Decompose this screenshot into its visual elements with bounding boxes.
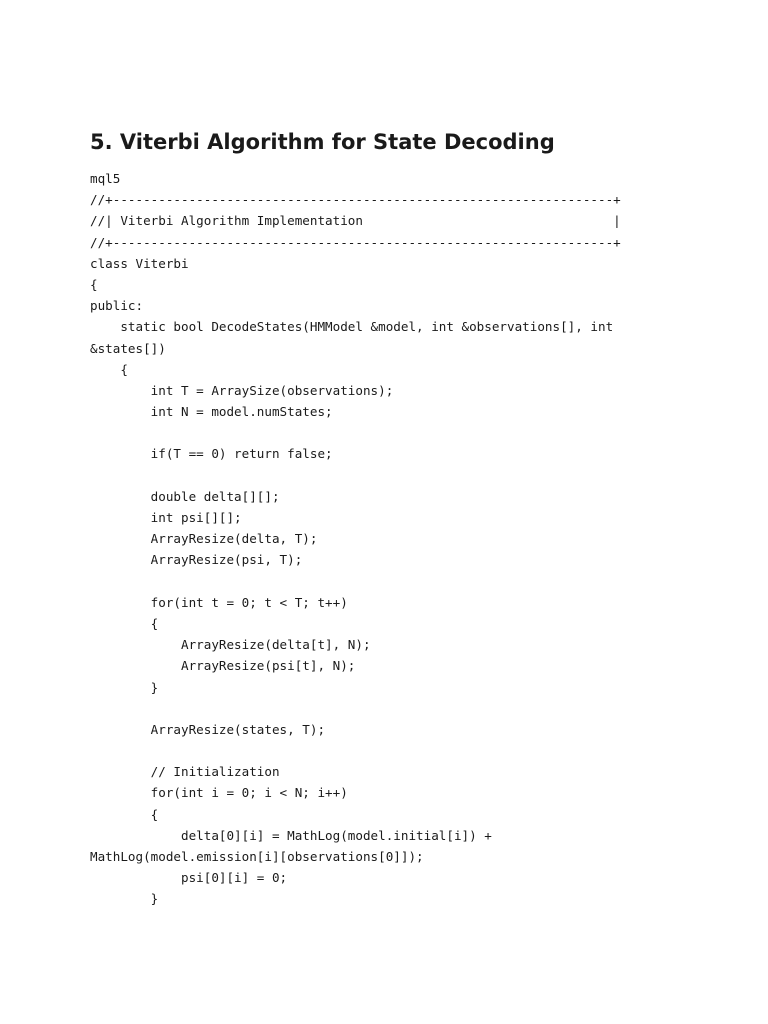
document-page — [90, 128, 730, 910]
code-line: //| Viterbi Algorithm Implementation | — [90, 213, 621, 229]
code-line: { — [90, 276, 98, 292]
code-line: &states[]) — [90, 340, 166, 356]
code-line: class Viterbi — [90, 255, 189, 271]
code-line — [90, 740, 730, 761]
code-block — [90, 168, 730, 910]
code-line: { — [90, 361, 128, 377]
code-line: double delta[][]; — [90, 488, 280, 504]
code-line: { — [90, 615, 159, 631]
section-heading: 5. Viterbi Algorithm for State Decoding — [90, 130, 555, 154]
code-line: int N = model.numStates; — [90, 404, 333, 420]
code-line: } — [90, 891, 159, 907]
code-line — [90, 465, 730, 486]
code-line: } — [90, 679, 159, 695]
code-lines — [90, 189, 730, 909]
code-language-label: mql5 — [90, 171, 121, 186]
code-line: int psi[][]; — [90, 510, 242, 525]
code-line: public: — [90, 298, 144, 314]
code-line — [90, 698, 730, 719]
code-line: static bool DecodeStates(HMModel &model, int &observations[], int — [90, 319, 614, 335]
code-line: ArrayResize(psi, T); — [90, 552, 303, 568]
code-line — [90, 422, 730, 443]
code-line: //+------------------------------------------------------------------+ — [90, 234, 621, 250]
code-line: for(int i = 0; i < N; i++) — [90, 785, 348, 801]
code-line: int T = ArraySize(observations); — [90, 382, 394, 398]
code-line: psi[0][i] = 0; — [90, 870, 288, 886]
code-line: ArrayResize(psi[t], N); — [90, 658, 356, 674]
code-line: //+------------------------------------------------------------------+ — [90, 192, 621, 208]
code-line: ArrayResize(delta[t], N); — [90, 637, 371, 653]
code-line: // Initialization — [90, 764, 280, 780]
code-line: ArrayResize(delta, T); — [90, 531, 318, 547]
code-line: for(int t = 0; t < T; t++) — [90, 594, 348, 610]
code-line: ArrayResize(states, T); — [90, 721, 326, 737]
code-line: if(T == 0) return false; — [90, 446, 333, 462]
code-line: MathLog(model.emission[i][observations[0]]); — [90, 849, 424, 864]
code-line: delta[0][i] = MathLog(model.initial[i]) + — [90, 827, 492, 843]
code-line: { — [90, 806, 159, 822]
code-line — [90, 571, 730, 592]
